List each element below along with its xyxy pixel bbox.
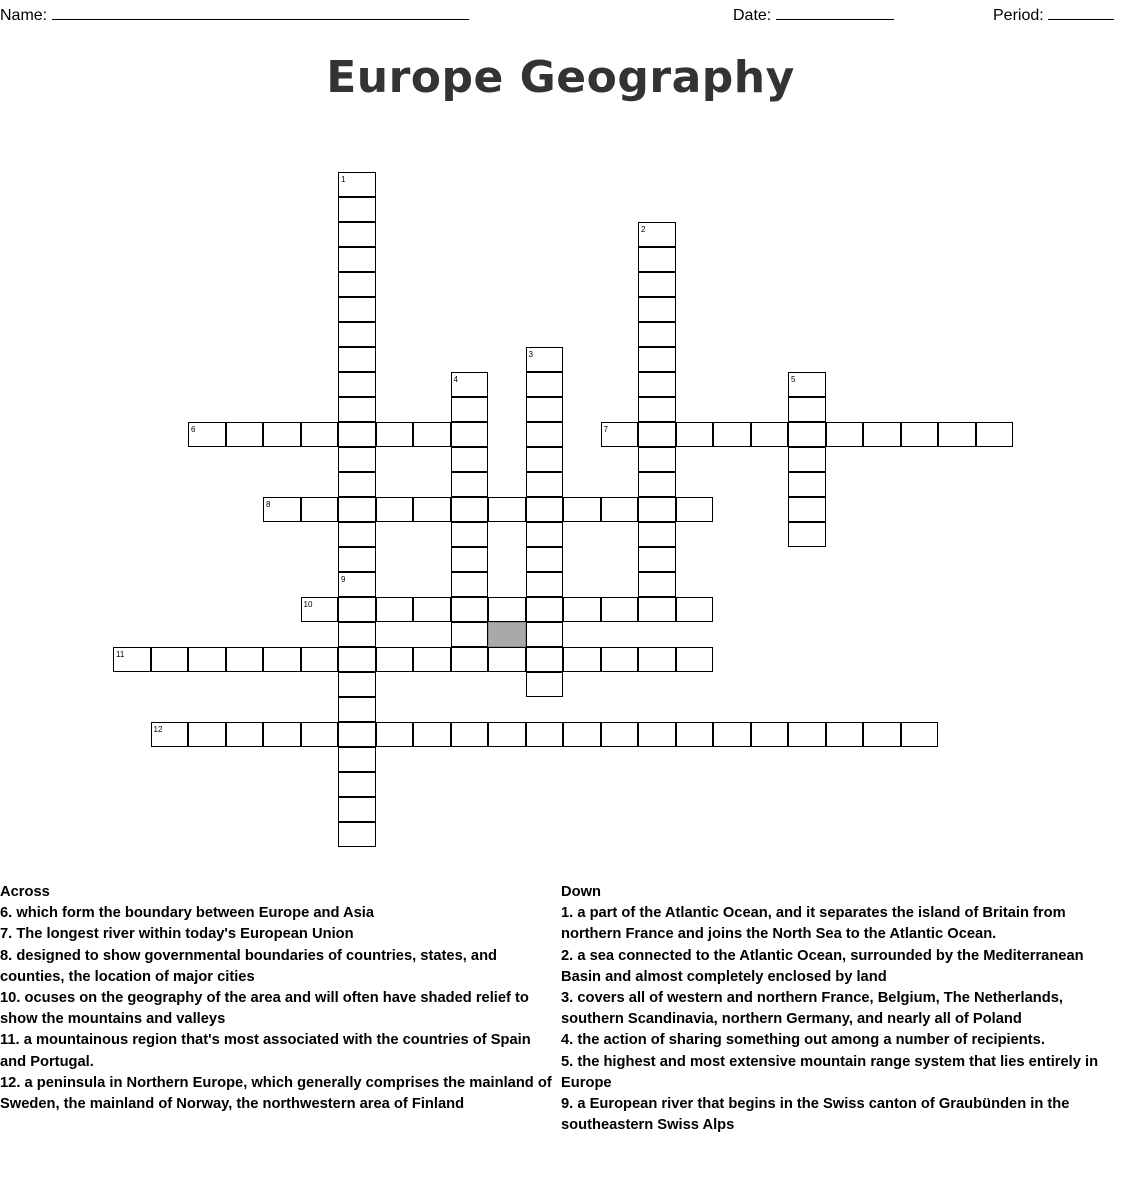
clue-number: 10 <box>303 600 313 609</box>
grid-cell[interactable] <box>413 722 451 747</box>
grid-cell[interactable] <box>338 722 376 747</box>
grid-cell[interactable] <box>338 672 376 697</box>
grid-cell[interactable] <box>526 347 564 372</box>
grid-cell[interactable] <box>338 822 376 847</box>
grid-cell[interactable] <box>451 522 489 547</box>
grid-cell[interactable] <box>263 497 301 522</box>
grid-cell[interactable] <box>488 722 526 747</box>
clue-text: a peninsula in Northern Europe, which generally comprises the mainland of Sweden, the mainland of Norway, the northwestern area of Finland <box>0 1074 552 1113</box>
grid-cell[interactable] <box>451 472 489 497</box>
grid-cell[interactable] <box>638 297 676 322</box>
grid-cell[interactable] <box>188 647 226 672</box>
across-clue <box>0 903 560 924</box>
grid-cell[interactable] <box>638 472 676 497</box>
grid-cell[interactable] <box>938 422 976 447</box>
grid-cell[interactable] <box>638 397 676 422</box>
clue-number: 9 <box>341 575 346 584</box>
grid-cell[interactable] <box>788 722 826 747</box>
down-clue <box>561 903 1121 945</box>
grid-cell[interactable] <box>676 497 714 522</box>
clue-number: 2 <box>641 225 646 234</box>
grid-cell[interactable] <box>826 722 864 747</box>
down-clue <box>561 1030 1121 1051</box>
grid-cell[interactable] <box>451 547 489 572</box>
grid-cell[interactable] <box>638 597 676 622</box>
grid-cell[interactable] <box>301 647 339 672</box>
clue-text: covers all of western and northern France, Belgium, The Netherlands, southern Scandinavia, northern Germany, and nearly all of Poland <box>561 990 1063 1028</box>
grid-cell[interactable] <box>151 647 189 672</box>
across-clue <box>0 1030 560 1072</box>
grid-cell[interactable] <box>263 647 301 672</box>
grid-cell[interactable] <box>451 622 489 647</box>
clue-text: the action of sharing something out among a number of recipients. <box>573 1032 1045 1049</box>
clue-number: 3 <box>528 350 533 359</box>
grid-cell[interactable] <box>638 222 676 247</box>
grid-cell[interactable] <box>638 447 676 472</box>
grid-cell[interactable] <box>338 397 376 422</box>
grid-cell[interactable] <box>451 447 489 472</box>
grid-cell[interactable] <box>638 322 676 347</box>
grid-cell[interactable] <box>376 597 414 622</box>
grid-cell[interactable] <box>488 497 526 522</box>
grid-cell[interactable] <box>451 722 489 747</box>
grid-cell[interactable] <box>338 472 376 497</box>
grid-cell[interactable] <box>676 722 714 747</box>
page-title: Europe Geography <box>326 52 795 103</box>
clue-num: 3. <box>561 990 574 1007</box>
grid-cell[interactable] <box>788 522 826 547</box>
down-clue <box>561 988 1121 1030</box>
clue-num: 6. <box>0 905 13 922</box>
grid-cell[interactable] <box>788 472 826 497</box>
grid-cell[interactable] <box>413 647 451 672</box>
clue-text: a mountainous region that's most associated with the countries of Spain and Portugal. <box>0 1032 531 1070</box>
grid-cell[interactable] <box>638 372 676 397</box>
grid-cell[interactable] <box>413 422 451 447</box>
across-clues <box>0 882 560 1115</box>
grid-cell[interactable] <box>338 222 376 247</box>
grid-cell[interactable] <box>788 422 826 447</box>
grid-cell[interactable] <box>788 372 826 397</box>
period-label: Period: <box>993 7 1044 24</box>
grid-cell[interactable] <box>638 347 676 372</box>
grid-cell[interactable] <box>338 372 376 397</box>
across-clue <box>0 946 560 988</box>
clue-number: 12 <box>153 725 163 734</box>
grid-cell[interactable] <box>526 672 564 697</box>
grid-cell[interactable] <box>376 722 414 747</box>
down-clue <box>561 1052 1121 1094</box>
grid-cell[interactable] <box>638 572 676 597</box>
grid-cell[interactable] <box>526 647 564 672</box>
down-clue <box>561 1094 1121 1136</box>
grid-cell[interactable] <box>301 722 339 747</box>
grid-cell[interactable] <box>338 522 376 547</box>
across-heading: Across <box>0 884 50 900</box>
clue-text: which form the boundary between Europe and Asia <box>12 905 375 922</box>
clue-num: 8. <box>0 947 13 964</box>
down-clues <box>561 882 1121 1136</box>
grid-cell[interactable] <box>863 422 901 447</box>
grid-cell[interactable] <box>226 422 264 447</box>
clue-num: 11. <box>0 1032 20 1049</box>
grid-cell[interactable] <box>526 472 564 497</box>
clue-num: 4. <box>561 1032 574 1049</box>
grid-cell[interactable] <box>751 422 789 447</box>
date-label: Date: <box>733 7 772 24</box>
grid-cell[interactable] <box>601 722 639 747</box>
grid-cell[interactable] <box>601 422 639 447</box>
grid-cell[interactable] <box>676 647 714 672</box>
grid-cell[interactable] <box>638 647 676 672</box>
grid-cell[interactable] <box>451 372 489 397</box>
clue-number: 7 <box>603 425 608 434</box>
grid-cell[interactable] <box>526 547 564 572</box>
across-clue <box>0 988 560 1030</box>
grid-cell[interactable] <box>526 397 564 422</box>
grid-cell[interactable] <box>451 572 489 597</box>
grid-cell[interactable] <box>526 597 564 622</box>
grid-cell[interactable] <box>601 597 639 622</box>
grid-cell[interactable] <box>451 422 489 447</box>
grid-cell[interactable] <box>338 547 376 572</box>
grid-cell[interactable] <box>788 397 826 422</box>
down-heading: Down <box>561 884 601 900</box>
clue-text: a sea connected to the Atlantic Ocean, surrounded by the Mediterranean Basin and almost completely enclosed by land <box>561 947 1084 985</box>
grid-cell[interactable] <box>338 747 376 772</box>
grid-cell[interactable] <box>338 422 376 447</box>
grid-cell[interactable] <box>338 572 376 597</box>
grid-cell[interactable] <box>338 447 376 472</box>
grid-cell[interactable] <box>638 547 676 572</box>
grid-cell[interactable] <box>526 572 564 597</box>
grid-cell[interactable] <box>338 347 376 372</box>
grid-cell[interactable] <box>526 422 564 447</box>
grid-cell[interactable] <box>338 597 376 622</box>
name-label: Name: <box>0 7 48 24</box>
grid-cell[interactable] <box>713 722 751 747</box>
grid-cell[interactable] <box>413 497 451 522</box>
grid-cell[interactable] <box>638 422 676 447</box>
clue-num: 12. <box>0 1074 21 1091</box>
grid-cell[interactable] <box>901 722 939 747</box>
grid-cell[interactable] <box>488 597 526 622</box>
grid-cell[interactable] <box>601 497 639 522</box>
grid-cell[interactable] <box>901 422 939 447</box>
grid-cell[interactable] <box>151 722 189 747</box>
grid-cell[interactable] <box>526 522 564 547</box>
grid-cell[interactable] <box>188 422 226 447</box>
grid-cell[interactable] <box>826 422 864 447</box>
grid-cell[interactable] <box>788 447 826 472</box>
grid-cell[interactable] <box>226 647 264 672</box>
clue-number: 6 <box>191 425 196 434</box>
across-clue <box>0 1073 560 1115</box>
grid-cell[interactable] <box>376 497 414 522</box>
clue-number: 11 <box>116 650 125 659</box>
grid-cell[interactable] <box>188 722 226 747</box>
clue-number: 4 <box>453 375 458 384</box>
grid-cell[interactable] <box>676 597 714 622</box>
grid-cell[interactable] <box>451 597 489 622</box>
clue-num: 5. <box>561 1053 574 1070</box>
grid-cell[interactable] <box>338 697 376 722</box>
grid-cell[interactable] <box>338 197 376 222</box>
clue-num: 2. <box>561 947 574 964</box>
grid-cell[interactable] <box>713 422 751 447</box>
clue-text: a part of the Atlantic Ocean, and it separates the island of Britain from northern France and joins the North Sea to the Atlantic Ocean. <box>561 905 1066 943</box>
grid-cell[interactable] <box>638 722 676 747</box>
grid-cell[interactable] <box>563 647 601 672</box>
grid-cell[interactable] <box>751 722 789 747</box>
grid-cell[interactable] <box>526 497 564 522</box>
grid-cell[interactable] <box>338 772 376 797</box>
grid-cell[interactable] <box>638 522 676 547</box>
grid-cell[interactable] <box>338 322 376 347</box>
clue-number: 8 <box>266 500 271 509</box>
grid-cell[interactable] <box>413 597 451 622</box>
grid-cell[interactable] <box>376 422 414 447</box>
clue-text: The longest river within today's European Union <box>12 926 354 943</box>
grid-cell[interactable] <box>113 647 151 672</box>
grid-cell[interactable] <box>338 272 376 297</box>
grid-cell[interactable] <box>526 447 564 472</box>
grid-cell[interactable] <box>788 497 826 522</box>
across-clue-list <box>0 903 560 1115</box>
grid-cell[interactable] <box>976 422 1014 447</box>
grid-cell[interactable] <box>638 247 676 272</box>
grid-cell[interactable] <box>563 597 601 622</box>
grid-cell[interactable] <box>338 647 376 672</box>
grid-cell[interactable] <box>563 497 601 522</box>
clue-num: 10. <box>0 990 21 1007</box>
grid-cell[interactable] <box>526 722 564 747</box>
grid-cell[interactable] <box>676 422 714 447</box>
grid-cell[interactable] <box>601 647 639 672</box>
grid-cell[interactable] <box>638 497 676 522</box>
clue-text: the highest and most extensive mountain range system that lies entirely in Europe <box>561 1053 1099 1091</box>
grid-cell[interactable] <box>338 497 376 522</box>
clue-text: a European river that begins in the Swiss canton of Graubünden in the southeastern Swiss Alps <box>561 1096 1070 1134</box>
grid-cell[interactable] <box>451 497 489 522</box>
grid-cell[interactable] <box>638 272 676 297</box>
grid-cell[interactable] <box>376 647 414 672</box>
grid-cell[interactable] <box>451 647 489 672</box>
grid-cell[interactable] <box>338 172 376 197</box>
grid-cell[interactable] <box>301 497 339 522</box>
grid-cell[interactable] <box>338 297 376 322</box>
clue-text: designed to show governmental boundaries of countries, states, and counties, the location of major cities <box>0 947 498 985</box>
grid-cell[interactable] <box>338 797 376 822</box>
clue-num: 9. <box>561 1096 574 1113</box>
grid-cell[interactable] <box>263 422 301 447</box>
grid-cell[interactable] <box>301 597 339 622</box>
shaded-cell <box>488 622 526 647</box>
clue-num: 7. <box>0 926 13 943</box>
clue-num: 1. <box>561 905 574 922</box>
grid-cell[interactable] <box>226 722 264 747</box>
grid-cell[interactable] <box>863 722 901 747</box>
clue-number: 1 <box>341 175 346 184</box>
clue-number: 5 <box>791 375 796 384</box>
down-clue-list <box>561 903 1121 1136</box>
grid-cell[interactable] <box>563 722 601 747</box>
across-clue <box>0 924 560 945</box>
grid-cell[interactable] <box>338 622 376 647</box>
down-clue <box>561 946 1121 988</box>
grid-cell[interactable] <box>488 647 526 672</box>
grid-cell[interactable] <box>526 372 564 397</box>
grid-cell[interactable] <box>338 247 376 272</box>
clue-text: ocuses on the geography of the area and will often have shaded relief to show the mountains and valleys <box>0 990 529 1028</box>
grid-cell[interactable] <box>526 622 564 647</box>
grid-cell[interactable] <box>301 422 339 447</box>
grid-cell[interactable] <box>451 397 489 422</box>
grid-cell[interactable] <box>263 722 301 747</box>
